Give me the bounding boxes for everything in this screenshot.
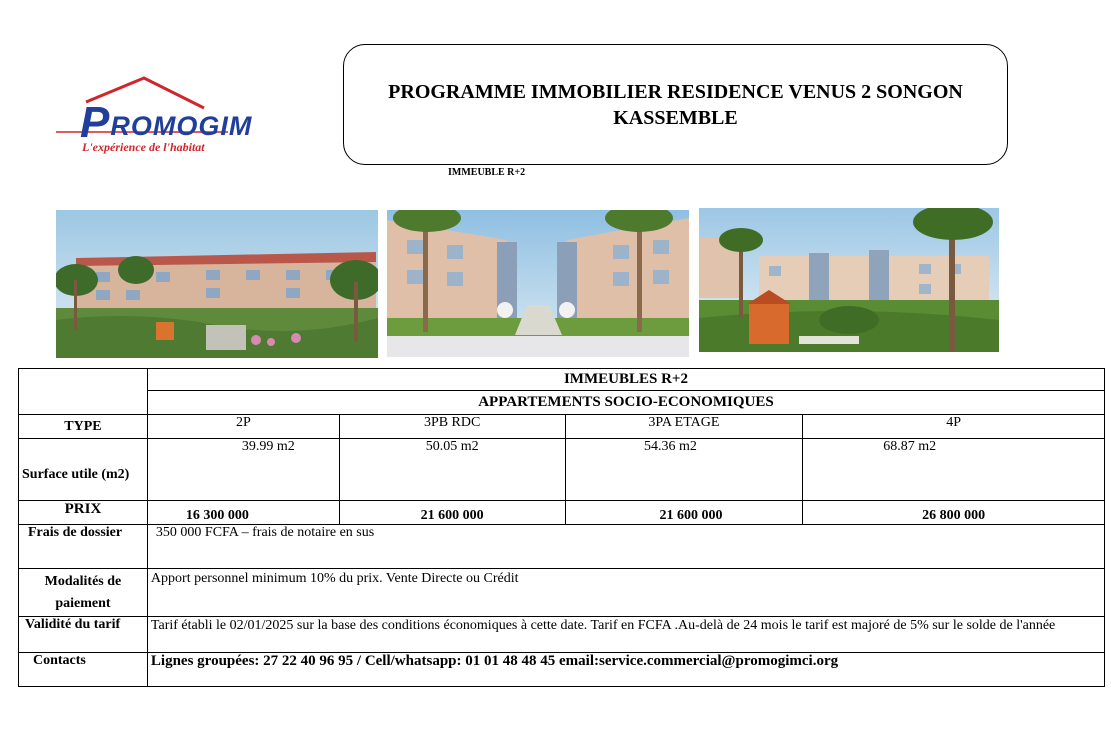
price-label: PRIX — [19, 501, 148, 525]
price-cell: 16 300 000 — [147, 501, 339, 525]
surface-cell: 54.36 m2 — [565, 439, 803, 501]
type-cell: 2P — [147, 415, 339, 439]
frais-value: 350 000 FCFA – frais de notaire en sus — [147, 525, 1104, 569]
price-cell: 21 600 000 — [339, 501, 565, 525]
corner-cell — [19, 369, 148, 415]
price-cell: 21 600 000 — [565, 501, 803, 525]
frais-label: Frais de dossier — [19, 525, 148, 569]
page-title: PROGRAMME IMMOBILIER RESIDENCE VENUS 2 SONGON KASSEMBLE — [388, 80, 963, 129]
table-heading-apartments: APPARTEMENTS SOCIO-ECONOMIQUES — [147, 391, 1104, 415]
contacts-label: Contacts — [19, 653, 148, 687]
modalites-value: Apport personnel minimum 10% du prix. Vente Directe ou Crédit — [147, 569, 1104, 617]
type-cell: 3PA ETAGE — [565, 415, 803, 439]
residence-photo-3 — [699, 208, 999, 352]
surface-cell: 50.05 m2 — [339, 439, 565, 501]
type-label: TYPE — [19, 415, 148, 439]
promogim-logo — [52, 72, 253, 162]
type-cell: 4P — [803, 415, 1105, 439]
surface-cell: 68.87 m2 — [803, 439, 1105, 501]
table-heading-buildings: IMMEUBLES R+2 — [147, 369, 1104, 391]
contacts-value: Lignes groupées: 27 22 40 96 95 / Cell/whatsapp: 01 01 48 48 45 email:service.commercial@promogimci.org — [147, 653, 1104, 687]
surface-cell: 39.99 m2 — [147, 439, 339, 501]
title-box — [343, 44, 1008, 165]
logo-tagline: L'expérience de l'habitat — [82, 140, 205, 154]
page-subtitle: IMMEUBLE R+2 — [448, 167, 526, 178]
type-cell: 3PB RDC — [339, 415, 565, 439]
validite-label: Validité du tarif — [19, 617, 148, 653]
surface-label: Surface utile (m2) — [19, 439, 148, 501]
validite-value: Tarif établi le 02/01/2025 sur la base des conditions économiques à cette date. Tarif en FCFA .Au-delà de 24 mois le tarif est majoré de 5% sur le solde de l'année — [147, 617, 1104, 653]
residence-photo-1 — [56, 210, 378, 358]
modalites-label: Modalités de paiement — [19, 569, 148, 617]
logo-brand: PROMOGIM — [80, 98, 253, 147]
residence-photo-2 — [387, 210, 689, 357]
pricing-table — [18, 368, 1105, 687]
price-cell: 26 800 000 — [803, 501, 1105, 525]
